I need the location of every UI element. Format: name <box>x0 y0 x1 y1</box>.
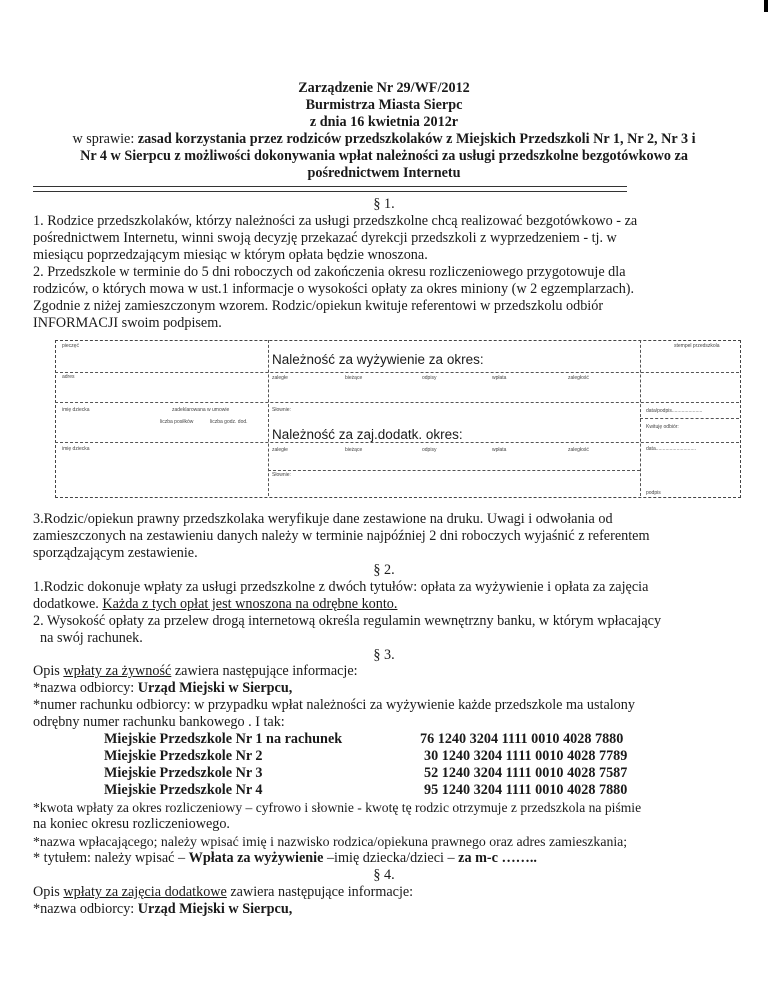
s1-line: 2. Przedszkole w terminie do 5 dni roboczych od zakończenia okresu rozliczeniowego przygotowuje dla <box>33 264 626 280</box>
decree-number: Zarządzenie Nr 29/WF/2012 <box>298 80 470 96</box>
account-name: Miejskie Przedszkole Nr 3 <box>104 765 263 781</box>
account-number: 76 1240 3204 1111 0010 4028 7880 <box>420 731 624 747</box>
label-zalegle: zaległe <box>272 375 288 381</box>
s1-line: rodziców, o których mowa w ust.1 informacje o wysokości opłaty za okres miniony (w 2 egzemplarzach). <box>33 281 635 297</box>
s2-line3: 2. Wysokość opłaty za przelew drogą internetową określa regulamin wewnętrzny banku, w którym wpłacający <box>33 613 662 629</box>
section-2-title: § 2. <box>373 562 395 578</box>
label-imie-dziecka: imię dziecka <box>62 407 90 413</box>
account-number: 30 1240 3204 1111 0010 4028 7789 <box>424 748 628 764</box>
s1-line: Zgodnie z niżej zamieszczonym wzorem. Rodzic/opiekun kwituje referentowi w przedszkolu odbiór <box>33 298 604 314</box>
label-odpisy: odpisy <box>422 375 437 381</box>
s1-point3-line: sporządzającym zestawienie. <box>33 545 198 561</box>
form-title-zajecia: Należność za zaj.dodatk. okres: <box>272 427 463 442</box>
decree-subject-line2: Nr 4 w Sierpcu z możliwości dokonywania wpłat należności za usługi przedszkolne bezgotówkowo za <box>80 148 688 164</box>
s1-line: INFORMACJI swoim podpisem. <box>33 315 222 331</box>
label-data-podpis: data/podpis...................... <box>646 408 703 414</box>
scan-mark <box>764 0 768 12</box>
label-kwituje: Kwituję odbiór: <box>646 424 679 430</box>
label-liczba-posilkow: liczba posiłków <box>160 419 194 425</box>
label-data: data............................. <box>646 446 697 452</box>
decree-subject-line3: pośrednictwem Internetu <box>307 165 461 181</box>
label-slownie: Słownie: <box>272 407 291 413</box>
s3-numer-line1: *numer rachunku odbiorcy: w przypadku wpłat należności za wyżywienie każde przedszkole ma ustalony <box>33 697 635 713</box>
label-wplata-2: wpłata <box>492 447 507 453</box>
account-number: 95 1240 3204 1111 0010 4028 7880 <box>424 782 628 798</box>
label-biezace-2: bieżące <box>345 447 363 453</box>
s1-point3-line: 3.Rodzic/opiekun prawny przedszkolaka weryfikuje dane zestawione na druku. Uwagi i odwołania od <box>33 511 613 527</box>
label-adres: adres <box>62 374 75 380</box>
section-1-title: § 1. <box>373 196 395 212</box>
label-imie-dziecka-2: imię dziecka <box>62 446 90 452</box>
section-4-title: § 4. <box>373 867 395 883</box>
label-wplata: wpłata <box>492 375 507 381</box>
s3-kwota-line1: *kwota wpłaty za okres rozliczeniowy – cyfrowo i słownie - kwotę tę rodzic otrzymuje z przedszkola na piśmie <box>33 800 642 815</box>
s3-odbiorca: *nazwa odbiorcy: Urząd Miejski w Sierpcu, <box>33 680 293 696</box>
decree-subject-line1: w sprawie: zasad korzystania przez rodziców przedszkolaków z Miejskich Przedszkoli Nr 1, Nr 2, Nr 3 i <box>72 131 696 147</box>
account-number: 52 1240 3204 1111 0010 4028 7587 <box>424 765 628 781</box>
s3-opis: Opis wpłaty za żywność zawiera następujące informacje: <box>33 663 358 679</box>
s4-odbiorca: *nazwa odbiorcy: Urząd Miejski w Sierpcu, <box>33 901 293 917</box>
account-name: Miejskie Przedszkole Nr 2 <box>104 748 263 764</box>
label-biezace: bieżące <box>345 375 363 381</box>
double-separator <box>33 186 627 192</box>
s4-opis: Opis wpłaty za zajęcia dodatkowe zawiera następujące informacje: <box>33 884 414 900</box>
s3-numer-line2: odrębny numer rachunku bankowego . I tak: <box>33 714 285 730</box>
label-stempel: stempel przedszkola <box>674 343 720 349</box>
s3-kwota-line2: na koniec okresu rozliczeniowego. <box>33 816 230 832</box>
s2-line1: 1.Rodzic dokonuje wpłaty za usługi przedszkolne z dwóch tytułów: opłata za wyżywienie i opłata za zajęcia <box>33 579 649 595</box>
label-zalegle-2: zaległe <box>272 447 288 453</box>
account-name: Miejskie Przedszkole Nr 1 na rachunek <box>104 731 343 747</box>
s1-line: 1. Rodzice przedszkolaków, którzy należności za usługi przedszkolne chcą realizować bezgotówkowo - za <box>33 213 638 229</box>
s1-line: miesiącu poprzedzającym miesiąc w którym opłata będzie wnoszona. <box>33 247 428 263</box>
s1-line: pośrednictwem Internetu, winni swoją decyzję przekazać dyrekcji przedszkoli z wyprzedzeniem - tj. w <box>33 230 617 246</box>
decree-date: z dnia 16 kwietnia 2012r <box>309 114 459 130</box>
s2-line4: na swój rachunek. <box>40 630 143 646</box>
section-3-title: § 3. <box>373 647 395 663</box>
decree-issuer: Burmistrza Miasta Sierpc <box>305 97 463 113</box>
form-title-wyzywienie: Należność za wyżywienie za okres: <box>272 352 484 367</box>
s2-line2: dodatkowe. Każda z tych opłat jest wnoszona na odrębne konto. <box>33 596 398 612</box>
s3-wplacajacy: *nazwa wpłacającego; należy wpisać imię i nazwisko rodzica/opiekuna prawnego oraz adres zamieszkania; <box>33 834 628 849</box>
s3-tytul: * tytułem: należy wpisać – Wpłata za wyżywienie –imię dziecka/dzieci – za m-c …….. <box>33 850 537 866</box>
label-odpisy-2: odpisy <box>422 447 437 453</box>
s1-point3-line: zamieszczonych na zestawieniu danych należy w terminie najpóźniej 2 dni roboczych wyjaśnić z referentem <box>33 528 650 544</box>
account-name: Miejskie Przedszkole Nr 4 <box>104 782 263 798</box>
label-zaleglosc-2: zaległość <box>568 447 589 453</box>
label-zadeklarowana: zadeklarowana w umowie <box>172 407 230 413</box>
label-slownie-2: Słownie: <box>272 472 291 478</box>
label-liczba-godz: liczba godz. dod. <box>210 419 248 425</box>
label-podpis: podpis <box>646 490 661 496</box>
label-pieczec: pieczęć <box>62 343 79 349</box>
label-zaleglosc: zaległość <box>568 375 589 381</box>
